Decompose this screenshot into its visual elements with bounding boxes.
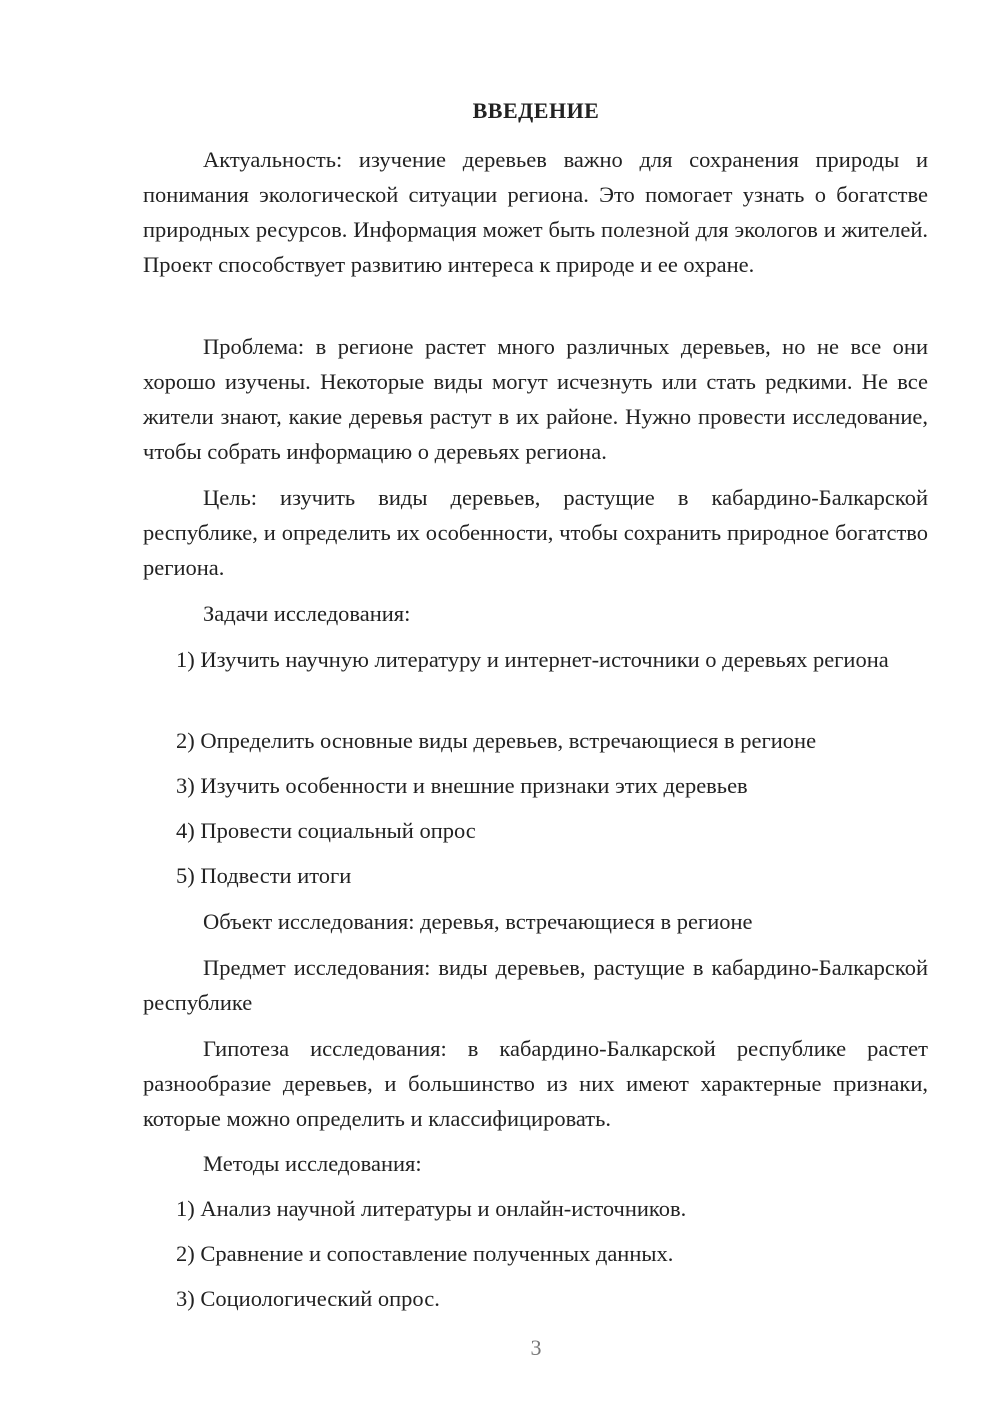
method-item-1: 1) Анализ научной литературы и онлайн-источников. — [176, 1196, 687, 1221]
hypothesis-paragraph: Гипотеза исследования: в кабардино-Балкарской республике растет разнообразие деревьев, и большинство из них имеют характерные признаки, которые можно определить и классифицировать. — [143, 1036, 928, 1131]
page-title: ВВЕДЕНИЕ — [472, 98, 600, 123]
goal-paragraph: Цель: изучить виды деревьев, растущие в кабардино-Балкарской республике, и определить их особенности, чтобы сохранить природное богатство региона. — [143, 485, 928, 580]
page-number: 3 — [530, 1335, 542, 1360]
problem-paragraph: Проблема: в регионе растет много различных деревьев, но не все они хорошо изучены. Некоторые виды могут исчезнуть или стать редкими. Не все жители знают, какие деревья растут в их районе. Нужно провести исследование, чтобы собрать информацию о деревьях региона. — [143, 334, 928, 464]
method-item-2: 2) Сравнение и сопоставление полученных данных. — [176, 1241, 674, 1266]
subject-paragraph: Предмет исследования: виды деревьев, растущие в кабардино-Балкарской республике — [143, 955, 928, 1015]
task-item-3: 3) Изучить особенности и внешние признаки этих деревьев — [176, 773, 748, 798]
task-item-4: 4) Провести социальный опрос — [176, 818, 476, 843]
method-item-3: 3) Социологический опрос. — [176, 1286, 440, 1311]
object-paragraph: Объект исследования: деревья, встречающиеся в регионе — [203, 909, 753, 934]
task-item-2: 2) Определить основные виды деревьев, встречающиеся в регионе — [176, 728, 817, 753]
tasks-heading: Задачи исследования: — [203, 601, 411, 626]
methods-heading: Методы исследования: — [203, 1151, 422, 1176]
task-item-5: 5) Подвести итоги — [176, 863, 352, 888]
relevance-paragraph: Актуальность: изучение деревьев важно для сохранения природы и понимания экологической ситуации региона. Это помогает узнать о богатстве природных ресурсов. Информация может быть полезной для экологов и жителей. Проект способствует развитию интереса к природе и ее охране. — [143, 147, 928, 277]
task-item-1: 1) Изучить научную литературу и интернет-источники о деревьях региона — [176, 647, 889, 672]
